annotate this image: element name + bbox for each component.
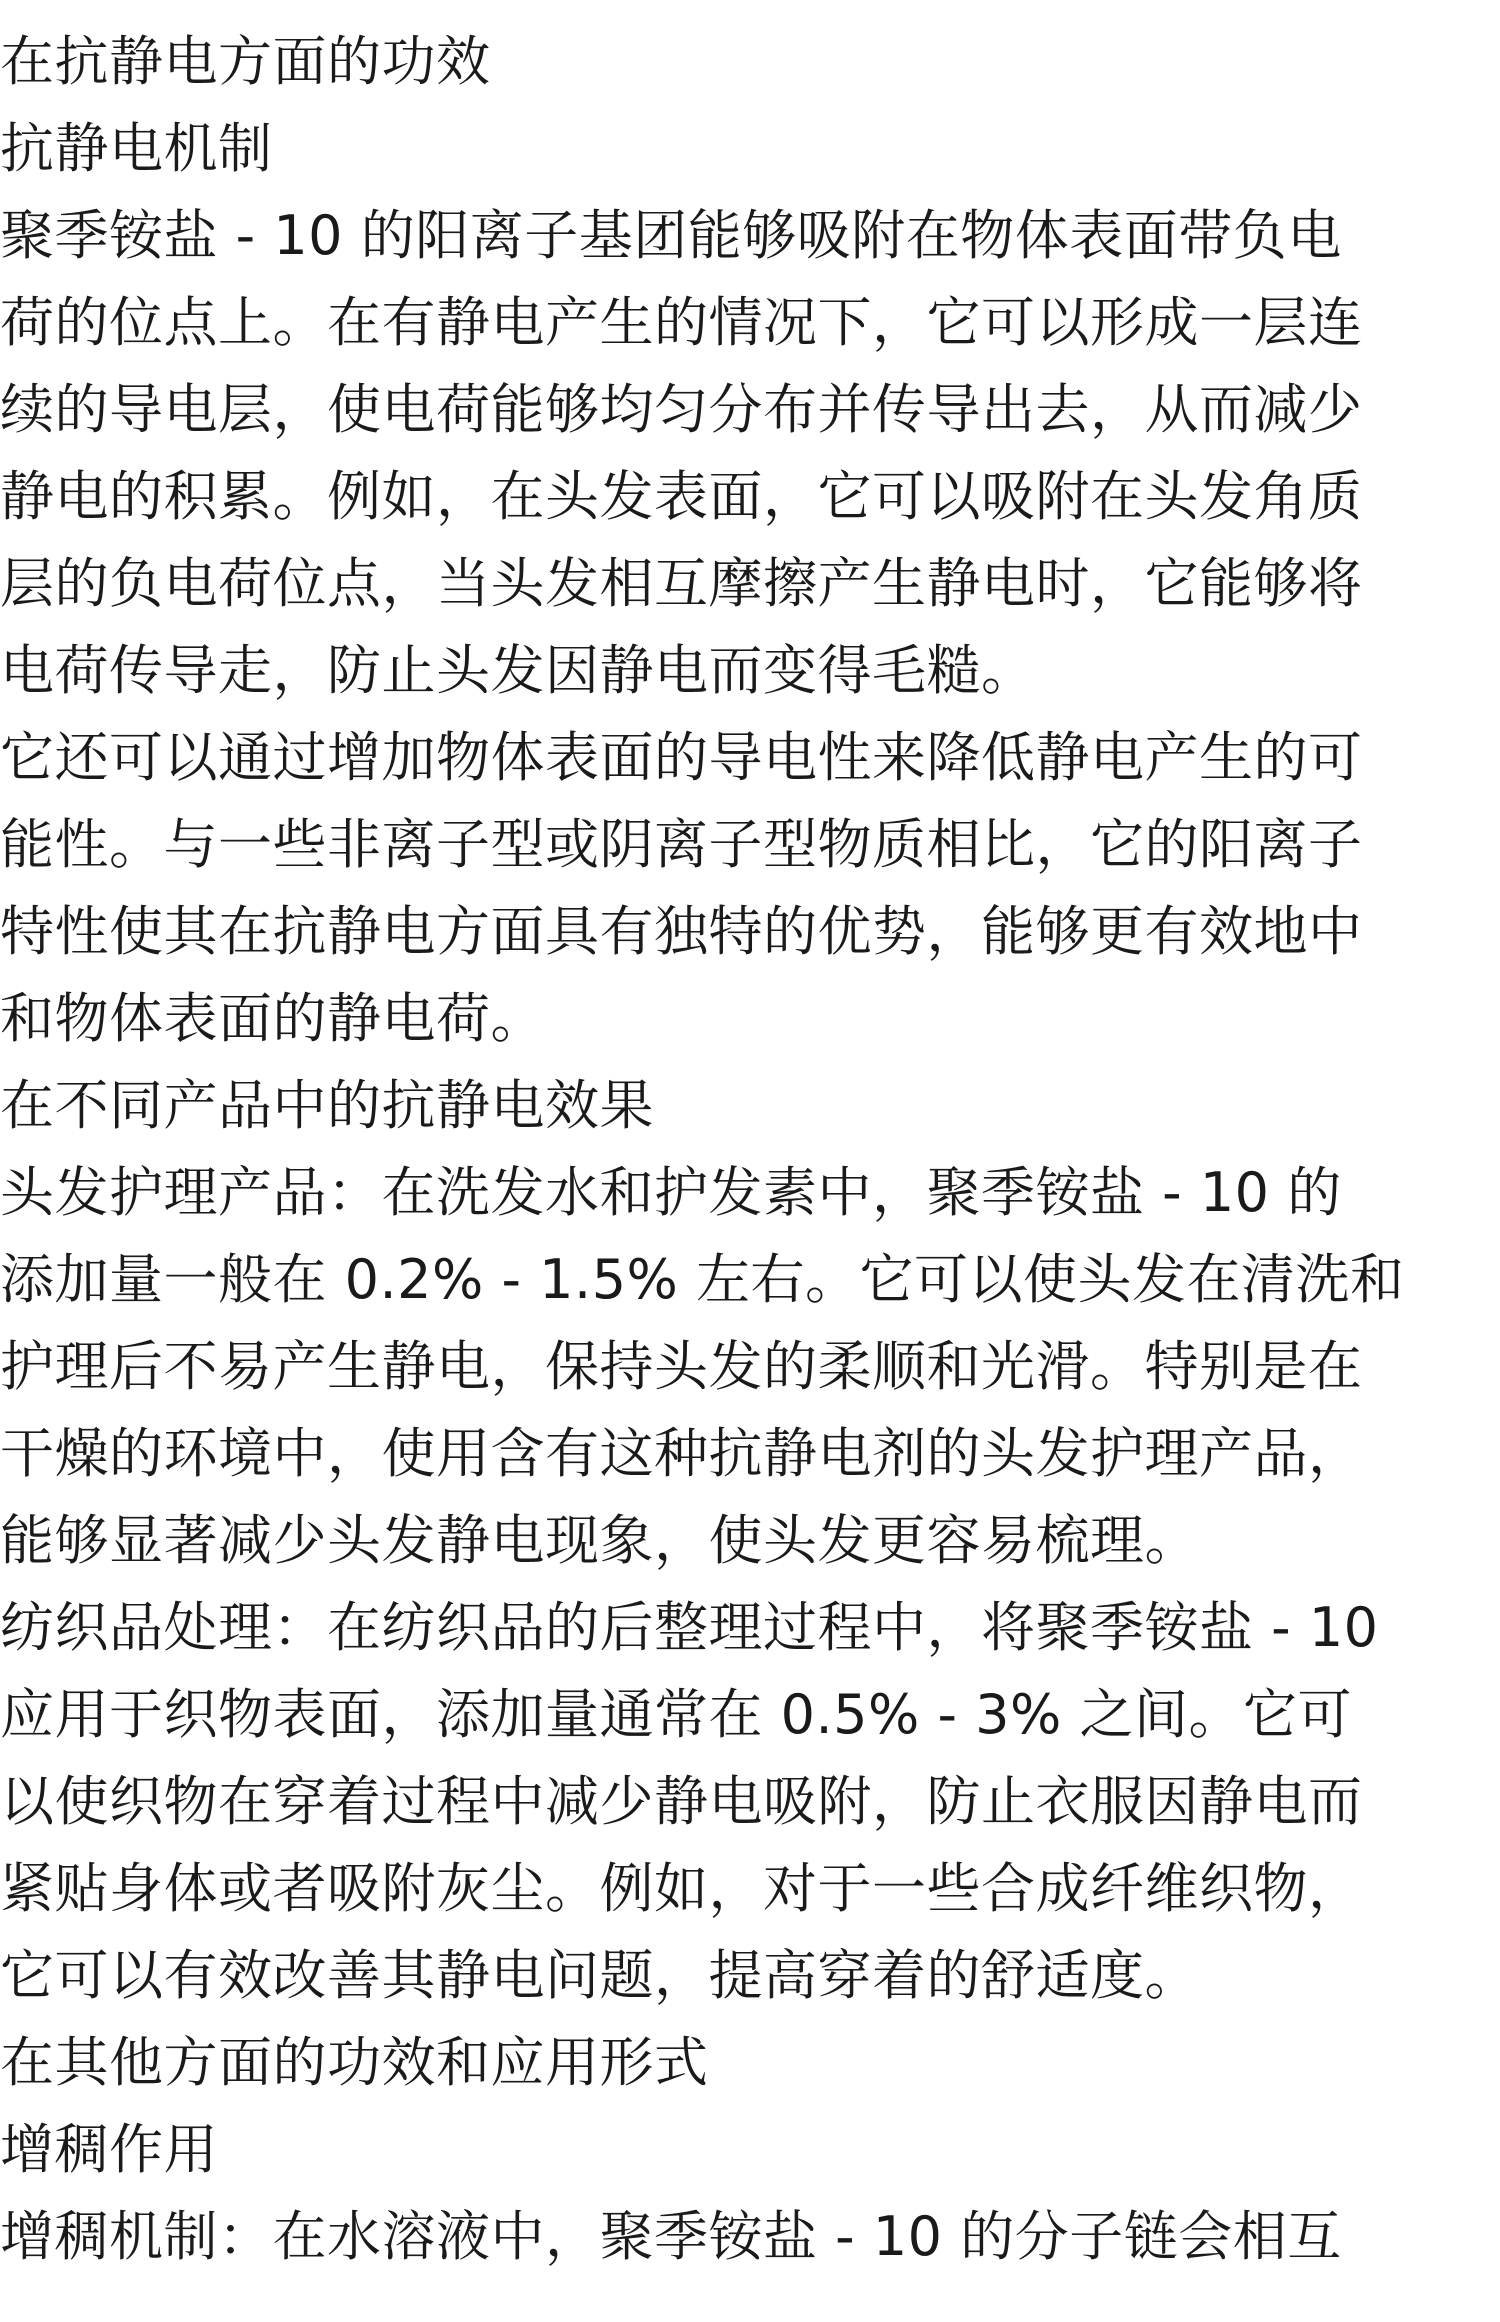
subsection-heading: 在不同产品中的抗静电效果 xyxy=(0,1074,654,1137)
section-heading: 在抗静电方面的功效 xyxy=(0,30,491,93)
paragraph-line: 纺织品处理：在纺织品的后整理过程中，将聚季铵盐 - 10 xyxy=(0,1596,1379,1659)
paragraph-line: 添加量一般在 0.2% - 1.5% 左右。它可以使头发在清洗和 xyxy=(0,1248,1405,1311)
paragraph-line: 紧贴身体或者吸附灰尘。例如，对于一些合成纤维织物， xyxy=(0,1857,1363,1920)
paragraph-line: 应用于织物表面，添加量通常在 0.5% - 3% 之间。它可 xyxy=(0,1683,1352,1746)
paragraph-line: 头发护理产品：在洗发水和护发素中，聚季铵盐 - 10 的 xyxy=(0,1161,1342,1224)
paragraph-line: 特性使其在抗静电方面具有独特的优势，能够更有效地中 xyxy=(0,900,1363,963)
paragraph-line: 它还可以通过增加物体表面的导电性来降低静电产生的可 xyxy=(0,726,1363,789)
paragraph-line: 层的负电荷位点，当头发相互摩擦产生静电时，它能够将 xyxy=(0,552,1363,615)
paragraph-line: 以使织物在穿着过程中减少静电吸附，防止衣服因静电而 xyxy=(0,1770,1363,1833)
paragraph-line: 护理后不易产生静电，保持头发的柔顺和光滑。特别是在 xyxy=(0,1335,1363,1398)
paragraph-line: 能够显著减少头发静电现象，使头发更容易梳理。 xyxy=(0,1509,1199,1572)
paragraph-line: 干燥的环境中，使用含有这种抗静电剂的头发护理产品， xyxy=(0,1422,1363,1485)
paragraph-line: 荷的位点上。在有静电产生的情况下，它可以形成一层连 xyxy=(0,291,1363,354)
paragraph-line: 电荷传导走，防止头发因静电而变得毛糙。 xyxy=(0,639,1036,702)
paragraph-line: 续的导电层，使电荷能够均匀分布并传导出去，从而减少 xyxy=(0,378,1363,441)
paragraph-line: 它可以有效改善其静电问题，提高穿着的舒适度。 xyxy=(0,1944,1199,2007)
paragraph-line: 和物体表面的静电荷。 xyxy=(0,987,545,1050)
section-heading: 在其他方面的功效和应用形式 xyxy=(0,2031,709,2094)
subsection-heading: 增稠作用 xyxy=(0,2118,218,2181)
subsection-heading: 抗静电机制 xyxy=(0,117,273,180)
paragraph-line: 聚季铵盐 - 10 的阳离子基团能够吸附在物体表面带负电 xyxy=(0,204,1342,267)
paragraph-line: 能性。与一些非离子型或阴离子型物质相比，它的阳离子 xyxy=(0,813,1363,876)
paragraph-line: 增稠机制：在水溶液中，聚季铵盐 - 10 的分子链会相互 xyxy=(0,2205,1342,2268)
document-body xyxy=(0,18,1500,2280)
paragraph-line: 静电的积累。例如，在头发表面，它可以吸附在头发角质 xyxy=(0,465,1363,528)
